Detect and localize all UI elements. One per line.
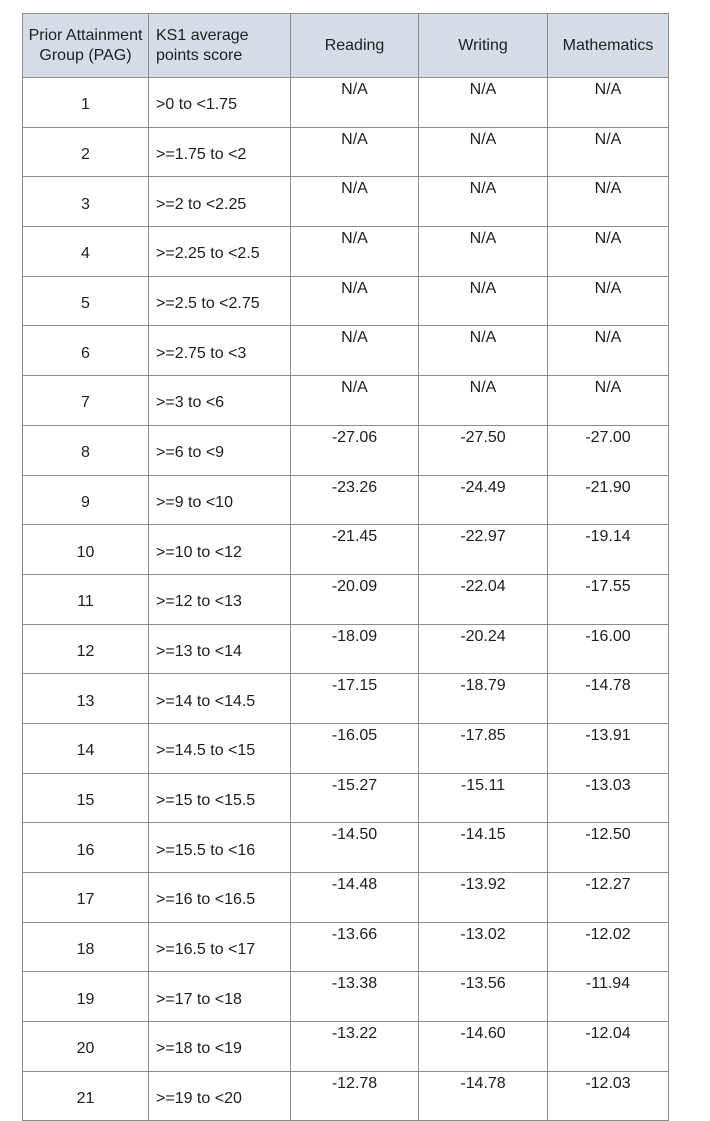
reading-cell: -18.09: [291, 624, 419, 674]
pag-cell: 18: [23, 922, 149, 972]
pag-cell: 21: [23, 1071, 149, 1121]
pag-cell: 12: [23, 624, 149, 674]
ks1-range-cell: >=10 to <12: [149, 525, 291, 575]
mathematics-cell: N/A: [548, 177, 669, 227]
reading-cell: -16.05: [291, 723, 419, 773]
writing-cell: -14.15: [419, 823, 548, 873]
writing-cell: -15.11: [419, 773, 548, 823]
mathematics-cell: -12.04: [548, 1022, 669, 1072]
mathematics-cell: N/A: [548, 376, 669, 426]
ks1-range-cell: >=2.75 to <3: [149, 326, 291, 376]
header-ks1-score: KS1 average points score: [149, 14, 291, 78]
mathematics-cell: -19.14: [548, 525, 669, 575]
writing-cell: -17.85: [419, 723, 548, 773]
ks1-range-cell: >=3 to <6: [149, 376, 291, 426]
table-row: [23, 78, 669, 128]
reading-cell: -27.06: [291, 425, 419, 475]
table-row: [23, 227, 669, 277]
writing-cell: -22.97: [419, 525, 548, 575]
pag-cell: 3: [23, 177, 149, 227]
writing-cell: -18.79: [419, 674, 548, 724]
writing-cell: N/A: [419, 376, 548, 426]
pag-cell: 8: [23, 425, 149, 475]
writing-cell: N/A: [419, 227, 548, 277]
reading-cell: -17.15: [291, 674, 419, 724]
ks1-range-cell: >=1.75 to <2: [149, 127, 291, 177]
table-row: [23, 376, 669, 426]
table-row: [23, 823, 669, 873]
reading-cell: N/A: [291, 78, 419, 128]
reading-cell: -23.26: [291, 475, 419, 525]
pag-cell: 7: [23, 376, 149, 426]
mathematics-cell: -13.91: [548, 723, 669, 773]
pag-cell: 5: [23, 276, 149, 326]
writing-cell: N/A: [419, 326, 548, 376]
table-row: [23, 574, 669, 624]
table-row: [23, 773, 669, 823]
reading-cell: -12.78: [291, 1071, 419, 1121]
ks1-range-cell: >=6 to <9: [149, 425, 291, 475]
table-row: [23, 525, 669, 575]
writing-cell: N/A: [419, 276, 548, 326]
reading-cell: N/A: [291, 177, 419, 227]
reading-cell: -20.09: [291, 574, 419, 624]
ks1-range-cell: >=14 to <14.5: [149, 674, 291, 724]
table-row: [23, 326, 669, 376]
pag-cell: 4: [23, 227, 149, 277]
table-row: [23, 475, 669, 525]
reading-cell: N/A: [291, 276, 419, 326]
pag-cell: 13: [23, 674, 149, 724]
mathematics-cell: -13.03: [548, 773, 669, 823]
ks1-range-cell: >=9 to <10: [149, 475, 291, 525]
pag-cell: 16: [23, 823, 149, 873]
mathematics-cell: -12.03: [548, 1071, 669, 1121]
writing-cell: -27.50: [419, 425, 548, 475]
mathematics-cell: -12.27: [548, 873, 669, 923]
header-writing: Writing: [419, 14, 548, 78]
reading-cell: N/A: [291, 376, 419, 426]
ks1-range-cell: >=12 to <13: [149, 574, 291, 624]
ks1-range-cell: >=15.5 to <16: [149, 823, 291, 873]
table-row: [23, 425, 669, 475]
table-row: [23, 1071, 669, 1121]
writing-cell: -20.24: [419, 624, 548, 674]
reading-cell: N/A: [291, 326, 419, 376]
writing-cell: -13.56: [419, 972, 548, 1022]
pag-cell: 2: [23, 127, 149, 177]
ks1-range-cell: >=2 to <2.25: [149, 177, 291, 227]
writing-cell: -13.02: [419, 922, 548, 972]
writing-cell: -22.04: [419, 574, 548, 624]
table-row: [23, 873, 669, 923]
ks1-range-cell: >=18 to <19: [149, 1022, 291, 1072]
reading-cell: -21.45: [291, 525, 419, 575]
mathematics-cell: -12.02: [548, 922, 669, 972]
table-body: [23, 78, 669, 1121]
pag-cell: 10: [23, 525, 149, 575]
table-row: [23, 674, 669, 724]
pag-cell: 1: [23, 78, 149, 128]
reading-cell: N/A: [291, 227, 419, 277]
mathematics-cell: N/A: [548, 276, 669, 326]
ks1-range-cell: >=16 to <16.5: [149, 873, 291, 923]
mathematics-cell: -16.00: [548, 624, 669, 674]
ks1-range-cell: >=19 to <20: [149, 1071, 291, 1121]
mathematics-cell: -14.78: [548, 674, 669, 724]
reading-cell: N/A: [291, 127, 419, 177]
ks1-range-cell: >=15 to <15.5: [149, 773, 291, 823]
reading-cell: -14.50: [291, 823, 419, 873]
table-row: [23, 972, 669, 1022]
header-row: [23, 14, 669, 78]
header-mathematics: Mathematics: [548, 14, 669, 78]
ks1-range-cell: >=2.25 to <2.5: [149, 227, 291, 277]
header-reading: Reading: [291, 14, 419, 78]
mathematics-cell: -21.90: [548, 475, 669, 525]
pag-cell: 15: [23, 773, 149, 823]
table-row: [23, 624, 669, 674]
mathematics-cell: -11.94: [548, 972, 669, 1022]
pag-cell: 9: [23, 475, 149, 525]
table-row: [23, 922, 669, 972]
ks1-range-cell: >0 to <1.75: [149, 78, 291, 128]
mathematics-cell: N/A: [548, 326, 669, 376]
reading-cell: -13.38: [291, 972, 419, 1022]
pag-cell: 6: [23, 326, 149, 376]
reading-cell: -13.22: [291, 1022, 419, 1072]
mathematics-cell: -12.50: [548, 823, 669, 873]
mathematics-cell: N/A: [548, 78, 669, 128]
table-row: [23, 177, 669, 227]
ks1-range-cell: >=13 to <14: [149, 624, 291, 674]
table-row: [23, 276, 669, 326]
pag-cell: 19: [23, 972, 149, 1022]
table-row: [23, 127, 669, 177]
mathematics-cell: N/A: [548, 227, 669, 277]
writing-cell: N/A: [419, 78, 548, 128]
reading-cell: -15.27: [291, 773, 419, 823]
ks1-range-cell: >=14.5 to <15: [149, 723, 291, 773]
pag-table: [22, 13, 669, 1121]
writing-cell: -24.49: [419, 475, 548, 525]
ks1-range-cell: >=17 to <18: [149, 972, 291, 1022]
reading-cell: -14.48: [291, 873, 419, 923]
pag-cell: 14: [23, 723, 149, 773]
writing-cell: -14.78: [419, 1071, 548, 1121]
writing-cell: -13.92: [419, 873, 548, 923]
table-row: [23, 723, 669, 773]
header-pag: Prior Attainment Group (PAG): [23, 14, 149, 78]
table-header: [23, 14, 669, 78]
pag-cell: 20: [23, 1022, 149, 1072]
table-row: [23, 1022, 669, 1072]
ks1-range-cell: >=16.5 to <17: [149, 922, 291, 972]
writing-cell: N/A: [419, 127, 548, 177]
ks1-range-cell: >=2.5 to <2.75: [149, 276, 291, 326]
reading-cell: -13.66: [291, 922, 419, 972]
mathematics-cell: N/A: [548, 127, 669, 177]
mathematics-cell: -17.55: [548, 574, 669, 624]
writing-cell: -14.60: [419, 1022, 548, 1072]
pag-cell: 17: [23, 873, 149, 923]
mathematics-cell: -27.00: [548, 425, 669, 475]
writing-cell: N/A: [419, 177, 548, 227]
pag-cell: 11: [23, 574, 149, 624]
